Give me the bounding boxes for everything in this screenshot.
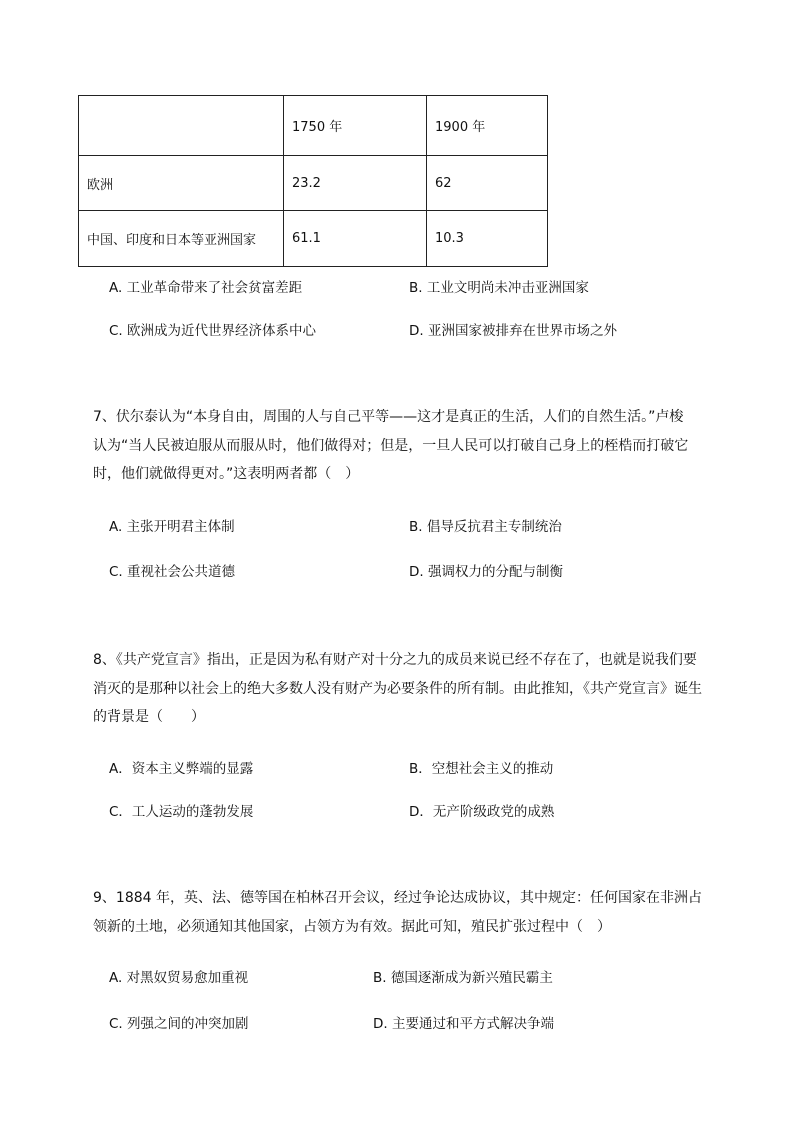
- data-table: [78, 95, 548, 267]
- table-header-row: [79, 96, 548, 156]
- q9-stem: [93, 884, 705, 941]
- q8-option-d[interactable]: D．无产阶级政党的成熟: [409, 804, 555, 820]
- q8-option-a[interactable]: A．资本主义弊端的显露: [109, 761, 254, 777]
- table-cell: 欧洲: [79, 156, 284, 211]
- q6-option-b[interactable]: B. 工业文明尚未冲击亚洲国家: [409, 280, 589, 296]
- table-cell: 23.2: [284, 156, 427, 211]
- q8-stem-line: 8、《共产党宣言》指出，正是因为私有财产对十分之九的成员来说已经不存在了，也就是说我们要: [93, 652, 697, 668]
- q8-option-c[interactable]: C．工人运动的蓬勃发展: [109, 804, 254, 820]
- table-cell: 中国、印度和日本等亚洲国家: [79, 211, 284, 267]
- q7-stem-line: 7、伏尔泰认为“本身自由，周围的人与自己平等——这才是真正的生活，人们的自然生活。”卢梭: [93, 409, 684, 425]
- table-cell: [79, 96, 284, 156]
- table-header-1900: 1900 年: [427, 96, 548, 156]
- q7-stem: [93, 403, 705, 489]
- q9-stem-line: 9、1884 年，英、法、德等国在柏林召开会议，经过争论达成协议，其中规定：任何国家在非洲占: [93, 890, 702, 906]
- q6-option-c[interactable]: C. 欧洲成为近代世界经济体系中心: [109, 323, 317, 339]
- q7-stem-line: 认为“当人民被迫服从而服从时，他们做得对；但是，一旦人民可以打破自己身上的桎梏而打破它: [93, 437, 689, 454]
- q8-stem: [93, 646, 705, 732]
- table-row: [79, 211, 548, 267]
- q9-option-a[interactable]: A. 对黑奴贸易愈加重视: [109, 970, 249, 986]
- q6-option-a[interactable]: A. 工业革命带来了社会贫富差距: [109, 280, 303, 296]
- q9-option-d[interactable]: D. 主要通过和平方式解决争端: [373, 1016, 554, 1032]
- q7-option-b[interactable]: B. 倡导反抗君主专制统治: [409, 519, 562, 535]
- q6-option-d[interactable]: D. 亚洲国家被排弃在世界市场之外: [409, 323, 617, 339]
- q7-stem-line: 时，他们就做得更对。”这表明两者都（ ）: [93, 466, 360, 482]
- table-cell: 62: [427, 156, 548, 211]
- q8-stem-line: 的背景是（ ）: [93, 709, 205, 725]
- table-row: [79, 156, 548, 211]
- q8-stem-line: 消灭的是那种以社会上的绝大多数人没有财产为必要条件的所有制。由此推知，《共产党宣言》诞生: [93, 680, 702, 697]
- q7-option-d[interactable]: D. 强调权力的分配与制衡: [409, 564, 563, 580]
- q9-stem-line: 领新的土地，必须通知其他国家，占领方为有效。据此可知，殖民扩张过程中（ ）: [93, 918, 611, 935]
- table-header-1750: 1750 年: [284, 96, 427, 156]
- q7-option-c[interactable]: C. 重视社会公共道德: [109, 564, 236, 580]
- table-cell: 61.1: [284, 211, 427, 267]
- q8-option-b[interactable]: B．空想社会主义的推动: [409, 761, 554, 777]
- q7-option-a[interactable]: A. 主张开明君主体制: [109, 519, 235, 535]
- q9-option-b[interactable]: B. 德国逐渐成为新兴殖民霸主: [373, 970, 553, 986]
- q9-option-c[interactable]: C. 列强之间的冲突加剧: [109, 1016, 249, 1032]
- table-cell: 10.3: [427, 211, 548, 267]
